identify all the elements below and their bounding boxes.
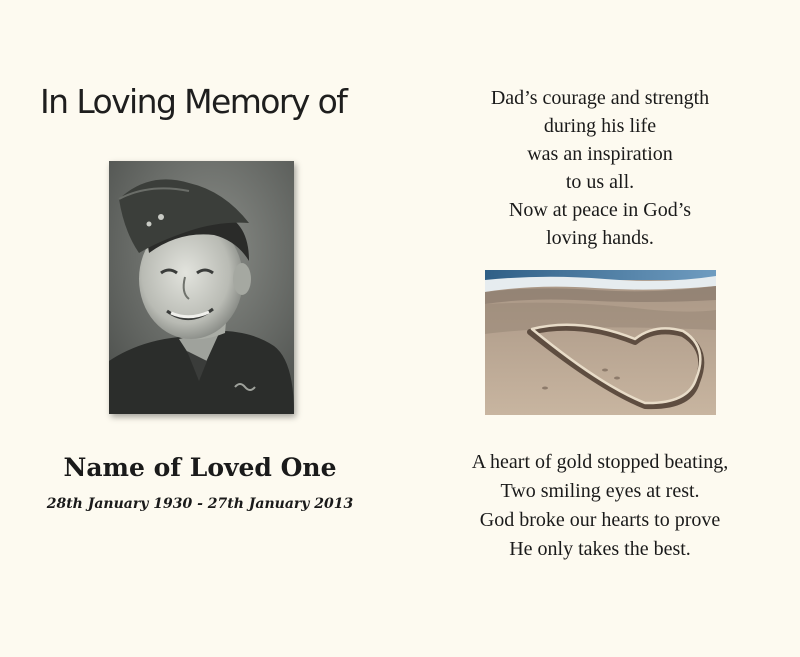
- verse-line: Dad’s courage and strength: [490, 87, 710, 109]
- portrait-photo: [109, 161, 294, 414]
- verse-line: He only takes the best.: [509, 538, 691, 560]
- verse-line: was an inspiration: [527, 143, 673, 165]
- tribute-verse: [440, 84, 760, 252]
- page-title: In Loving Memory of: [40, 82, 347, 121]
- loved-one-name: Name of Loved One: [63, 453, 337, 482]
- heart-in-sand-photo: [485, 270, 716, 415]
- verse-line: God broke our hearts to prove: [479, 509, 721, 531]
- verse-line: Now at peace in God’s: [508, 199, 692, 221]
- verse-line: Two smiling eyes at rest.: [500, 480, 700, 502]
- verse-line: loving hands.: [546, 227, 654, 249]
- life-dates: 28th January 1930 - 27th January 2013: [46, 496, 354, 512]
- verse-line: to us all.: [565, 171, 635, 193]
- verse-line: A heart of gold stopped beating,: [471, 451, 729, 473]
- verse-line: during his life: [543, 115, 657, 137]
- poem-verse: [430, 448, 770, 564]
